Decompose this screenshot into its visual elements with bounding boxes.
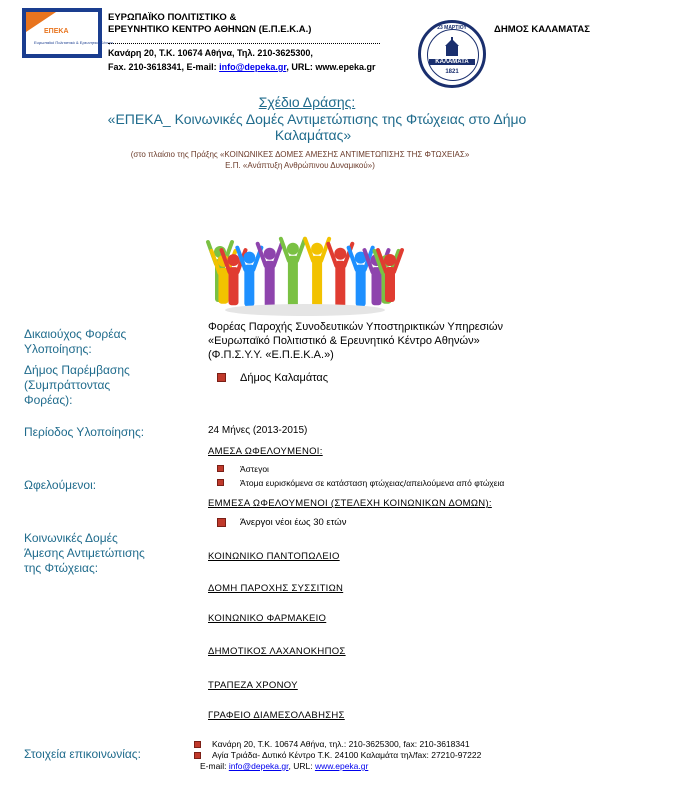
structure-item: ΚΟΙΝΩΝΙΚΟ ΠΑΝΤΟΠΩΛΕΙΟ [208, 551, 340, 562]
epeka-logo-icon [22, 8, 114, 58]
people-circle-illustration-icon [200, 190, 410, 318]
beneficiary-value-line3: (Φ.Π.Σ.Υ.Υ. «Ε.Π.Ε.Κ.Α.») [208, 349, 334, 361]
header-address-line1: Κανάρη 20, Τ.Κ. 10674 Αθήνα, Τηλ. 210-3625300, [108, 48, 313, 58]
direct-beneficiary-item: Άστεγοι [240, 464, 269, 474]
bullet-icon [217, 465, 224, 472]
figure-mark [237, 248, 261, 307]
period-value: 24 Μήνες (2013-2015) [208, 425, 308, 436]
bullet-icon [217, 479, 224, 486]
structure-item: ΚΟΙΝΩΝΙΚΟ ΦΑΡΜΑΚΕΙΟ [208, 613, 327, 624]
beneficiary-label: Δικαιούχος Φορέας Υλοποίησης: [24, 327, 127, 356]
org-name-line1: ΕΥΡΩΠΑΪΚΟ ΠΟΛΙΤΙΣΤΙΚΟ & [108, 12, 237, 23]
partner-label-line1: Δήμος Παρέμβασης [24, 363, 130, 377]
plan-title-line2: Καλαμάτας» [274, 127, 352, 143]
structures-label-line3: της Φτώχειας: [24, 561, 99, 575]
direct-beneficiary-item: Άτομα ευρισκόμενα σε κατάσταση φτώχειας/απειλούμενα από φτώχεια [240, 478, 505, 488]
seal-top-text: 23 ΜΑΡΤΙΟΥ [437, 25, 467, 31]
program-note-line1: (στο πλαίσιο της Πράξης «ΚΟΙΝΩΝΙΚΕΣ ΔΟΜΕΣ ΑΜΕΣΗΣ ΑΝΤΙΜΕΤΩΠΙΣΗΣ ΤΗΣ ΦΤΩΧΕΙΑΣ» [130, 150, 470, 159]
header-divider [108, 43, 380, 44]
structure-item: ΔΟΜΗ ΠΑΡΟΧΗΣ ΣΥΣΣΙΤΙΩΝ [208, 583, 344, 594]
partner-label-line3: Φορέας): [24, 393, 73, 407]
bullet-icon [217, 518, 226, 527]
beneficiary-value-line1: Φορέας Παροχής Συνοδευτικών Υποστηρικτικών Υπηρεσιών [208, 321, 503, 333]
structure-item: ΔΗΜΟΤΙΚΟΣ ΛΑΧΑΝΟΚΗΠΟΣ [208, 646, 346, 657]
header-email-link[interactable]: info@depeka.gr [219, 62, 287, 72]
indirect-beneficiaries-heading: ΕΜΜΕΣΑ ΩΦΕΛΟΥΜΕΝΟΙ (ΣΤΕΛΕΧΗ ΚΟΙΝΩΝΙΚΩΝ ΔΟΜΩΝ): [208, 498, 492, 509]
structure-item: ΓΡΑΦΕΙΟ ΔΙΑΜΕΣΟΛΑΒΗΣΗΣ [208, 710, 345, 721]
contact-email-link[interactable]: info@depeka.gr [228, 761, 289, 771]
partner-value: Δήμος Καλαμάτας [240, 372, 329, 384]
plan-label: Σχέδιο Δράσης: [258, 94, 356, 110]
seal-year: 1821 [445, 69, 459, 75]
bullet-icon [217, 373, 226, 382]
contact-line2: Αγία Τριάδα- Δυτικό Κέντρο Τ.Κ. 24100 Καλαμάτα τηλ/fax: 27210-97222 [212, 750, 482, 760]
structure-item: ΤΡΑΠΕΖΑ ΧΡΟΝΟΥ [208, 680, 298, 691]
contact-line1: Κανάρη 20, Τ.Κ. 10674 Αθήνα, τηλ.: 210-3625300, fax: 210-3618341 [212, 739, 470, 749]
seal-label: ΚΑΛΑΜΑΤΑ [429, 59, 475, 65]
structures-label-line2: Άμεσης Αντιμετώπισης [24, 546, 145, 560]
municipality-name: ΔΗΜΟΣ ΚΑΛΑΜΑΤΑΣ [494, 24, 590, 35]
contact-label: Στοιχεία επικοινωνίας: [24, 747, 141, 761]
direct-beneficiaries-heading: ΑΜΕΣΑ ΩΦΕΛΟΥΜΕΝΟΙ: [208, 446, 323, 457]
plan-title-line1: «ΕΠΕΚΑ_ Κοινωνικές Δομές Αντιμετώπισης της Φτώχειας στο Δήμο [107, 111, 527, 127]
program-note-line2: Ε.Π. «Ανάπτυξη Ανθρώπινου Δυναμικού») [225, 161, 375, 170]
figure-mark [305, 239, 329, 308]
bullet-icon [194, 752, 201, 759]
beneficiary-value-line2: «Ευρωπαϊκό Πολιτιστικό & Ερευνητικό Κέντρο Αθηνών» [208, 335, 480, 347]
contact-line3: E-mail: info@depeka.gr, URL: www.epeka.gr [200, 761, 369, 771]
church-icon [443, 37, 461, 57]
bullet-icon [194, 741, 201, 748]
logo-subtext: Ευρωπαϊκό Πολιτιστικό & Ερευνητικό Κέντρο [34, 40, 114, 45]
contact-url-link[interactable]: www.epeka.gr [314, 761, 369, 771]
indirect-beneficiary-item: Άνεργοι νέοι έως 30 ετών [240, 517, 347, 528]
kalamata-seal-icon [418, 20, 486, 88]
figure-mark [258, 244, 282, 308]
partner-label-line2: (Συμπράττοντας [24, 378, 111, 392]
figure-mark [281, 239, 305, 308]
beneficiaries-label: Ωφελούμενοι: [24, 478, 97, 492]
period-label: Περίοδος Υλοποίησης: [24, 425, 145, 439]
figure-mark [349, 248, 373, 307]
logo-text: ΕΠΕΚΑ [44, 28, 69, 35]
header-address-line2: Fax. 210-3618341, E-mail: info@depeka.gr, URL: www.epeka.gr [108, 62, 376, 72]
structures-label-line1: Κοινωνικές Δομές [24, 531, 118, 545]
org-name-line2: ΕΡΕΥΝΗΤΙΚΟ ΚΕΝΤΡΟ ΑΘΗΝΩΝ (Ε.Π.Ε.Κ.Α.) [108, 24, 312, 35]
